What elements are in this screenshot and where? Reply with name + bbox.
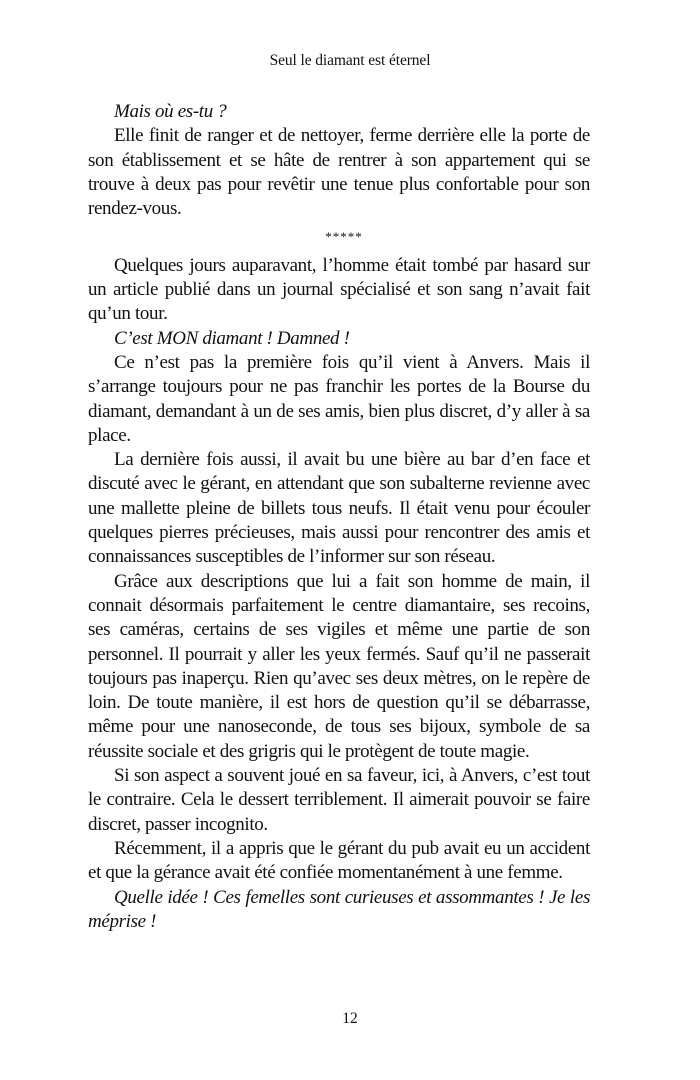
running-head-title: Seul le diamant est éternel xyxy=(269,52,431,69)
page-body xyxy=(88,100,590,934)
paragraph: Récemment, il a appris que le gérant du pub avait eu un accident et que la gérance avait été confiée momentanément à une femme. xyxy=(88,837,590,884)
page-number: 12 xyxy=(342,1010,358,1027)
paragraph: Ce n’est pas la première fois qu’il vient à Anvers. Mais il s’arrange toujours pour ne pas franchir les portes de la Bourse du diamant, demandant à un de ses amis, bien plus discret, d’y aller à sa place. xyxy=(88,351,590,446)
paragraph: La dernière fois aussi, il avait bu une bière au bar d’en face et discuté avec le gérant, en attendant que son subalterne revienne avec une mallette pleine de billets tous neufs. Il était venu pour écouler quelques pierres précieuses, mais aussi pour rencontrer des amis et connaissances susceptibles de l’informer sur son réseau. xyxy=(88,449,590,568)
italic-thought: C’est MON diamant ! Damned ! xyxy=(114,327,350,349)
scene-break: ***** xyxy=(325,229,363,245)
italic-thought: Quelle idée ! Ces femelles sont curieuses et assommantes ! Je les méprise ! xyxy=(88,886,590,932)
paragraph: Si son aspect a souvent joué en sa faveur, ici, à Anvers, c’est tout le contraire. Cela le dessert terriblement. Il aimerait pouvoir se faire discret, passer incognito. xyxy=(88,765,590,835)
paragraph: Grâce aux descriptions que lui a fait son homme de main, il connait désormais parfaitement le centre diamantaire, ses recoins, ses caméras, certains de ses vigiles et même une partie de son personnel. Il pourrait y aller les yeux fermés. Sauf qu’il ne passerait toujours pas inaperçu. Rien qu’avec ses deux mètres, on le repère de loin. De toute manière, il est hors de question qu’il se débarrasse, même pour une nanoseconde, de tous ses bijoux, symbole de sa réussite sociale et des grigris qui le protègent de toute magie. xyxy=(88,570,590,762)
paragraph: Elle finit de ranger et de nettoyer, ferme derrière elle la porte de son établissement et se hâte de rentrer à son appartement qui se trouve à deux pas pour revêtir une tenue plus confortable pour son rendez-vous. xyxy=(88,125,590,220)
italic-thought: Mais où es-tu ? xyxy=(114,101,227,122)
paragraph: Quelques jours auparavant, l’homme était tombé par hasard sur un article publié dans un journal spécialisé et son sang n’avait fait qu’un tour. xyxy=(88,254,590,325)
